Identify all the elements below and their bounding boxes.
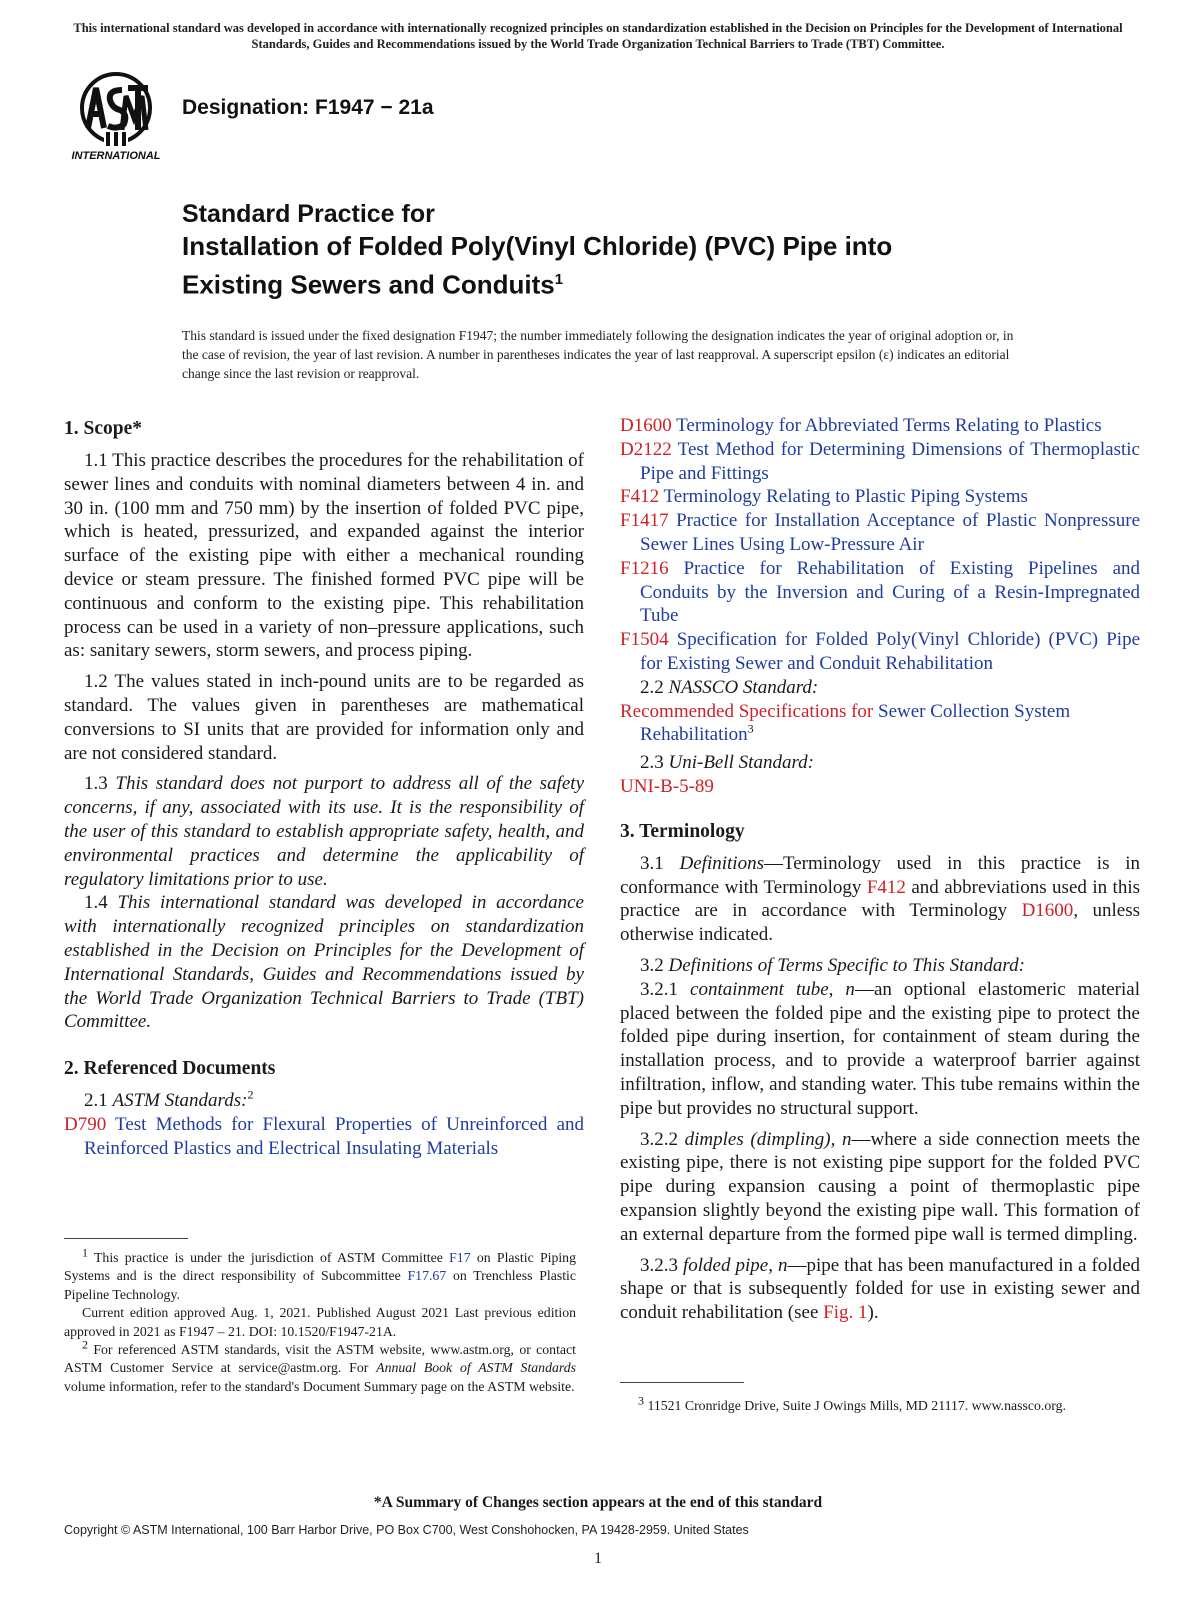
section-1-3-number: 1.3 xyxy=(84,773,108,795)
footnote-rule xyxy=(620,1382,744,1383)
footnote-3 xyxy=(620,1393,1140,1415)
section-1-4-number: 1.4 xyxy=(84,892,108,914)
footnote-rule xyxy=(64,1238,188,1239)
section-3-2-3-number: 3.2.3 xyxy=(640,1254,678,1276)
reference-code[interactable]: D2122 xyxy=(620,438,672,460)
section-2-3 xyxy=(620,751,1140,775)
reference-code[interactable]: F1216 xyxy=(620,557,669,579)
reference-code[interactable]: F1417 xyxy=(620,510,669,532)
section-3-2-1-term: containment tube, n xyxy=(690,978,855,1000)
footnote-3-text: 11521 Cronridge Drive, Suite J Owings Mills, MD 21117. www.nassco.org. xyxy=(647,1398,1066,1413)
section-3-2-2-text: —where a side connection meets the existing pipe, there is not existing pipe support for the folded PVC pipe during expansion causing a point of thermoplastic pipe expansion slightly beyond the existing pipe wall. This formation of an external departure from the formed pipe wall is termed dimpling. xyxy=(620,1128,1140,1245)
copyright: Copyright © ASTM International, 100 Barr Harbor Drive, PO Box C700, West Conshohocken, PA 19428-2959. United States xyxy=(64,1523,749,1537)
section-2-3-number: 2.3 xyxy=(640,752,664,774)
right-footnotes xyxy=(620,1382,1140,1415)
section-2-1-text: ASTM Standards: xyxy=(112,1090,248,1112)
figure-1-link[interactable]: Fig. 1 xyxy=(823,1302,868,1324)
section-2-3-text: Uni-Bell Standard: xyxy=(668,752,814,774)
reference-title[interactable]: Test Method for Determining Dimensions of Thermoplastic Pipe and Fittings xyxy=(640,438,1140,484)
title-line-1: Standard Practice for xyxy=(182,200,435,228)
footnote-1 xyxy=(64,1245,577,1304)
section-2-2 xyxy=(620,676,1140,700)
section-3-2-3-term: folded pipe, n xyxy=(683,1254,788,1276)
section-3-2-1-number: 3.2.1 xyxy=(640,978,678,1000)
section-3-1 xyxy=(620,852,1140,947)
reference-item[interactable] xyxy=(620,628,1140,676)
reference-nassco[interactable] xyxy=(620,700,1140,748)
section-3-1-text-b: and abbreviations used in this practice are in accordance with Terminology xyxy=(620,876,1140,922)
reference-title[interactable]: Practice for Installation Acceptance of Plastic Nonpressure Sewer Lines Using Low-Pressure Air xyxy=(640,510,1141,555)
reference-code[interactable]: F412 xyxy=(620,486,660,508)
reference-nassco-footnote-mark: 3 xyxy=(747,722,754,737)
title-footnote-mark: 1 xyxy=(554,271,564,288)
footnote-1-text-a: This practice is under the jurisdiction of ASTM Committee xyxy=(94,1250,443,1265)
summary-of-changes-note: *A Summary of Changes section appears at the end of this standard xyxy=(373,1494,823,1511)
reference-code[interactable]: F1504 xyxy=(620,629,669,651)
reference-title[interactable]: Practice for Rehabilitation of Existing Pipelines and Conduits by the Inversion and Curing of a Resin-Impregnated Tube xyxy=(640,557,1141,627)
section-3-2-2-number: 3.2.2 xyxy=(640,1128,678,1150)
reference-item[interactable] xyxy=(620,509,1140,557)
reference-nassco-blue[interactable]: Sewer Collection System Rehabilitation xyxy=(640,700,1071,746)
section-3-2-1-text: —an optional elastomeric material placed between the folded pipe and the existing pipe to protect the folded pipe during insertion, for containment of steam during the installation process, and to provide a waterproof barrier against infiltration, inflow, and standing water. This tube remains within the pipe but provides no structural support. xyxy=(620,978,1140,1119)
left-column xyxy=(64,416,584,1161)
section-2-1 xyxy=(64,1089,584,1113)
issued-note: This standard is issued under the fixed designation F1947; the number immediately following the designation indicates the year of original adoption or, in the case of revision, the year of last revision. A number in parentheses indicates the year of last reapproval. A superscript epsilon (ε) indicates an editorial change since the last revision or reapproval. xyxy=(182,328,1014,381)
section-2-2-text: NASSCO Standard: xyxy=(668,676,819,698)
reference-unibell[interactable]: UNI-B-5-89 xyxy=(620,775,714,797)
section-3-2-3-text-b: ). xyxy=(867,1302,879,1324)
section-1-4 xyxy=(64,891,584,1034)
reference-d790-code[interactable]: D790 xyxy=(64,1113,107,1135)
footnote-1-mark: 1 xyxy=(82,1245,88,1260)
section-1-4-text: This international standard was developed in accordance with internationally recognized principles on standardization established in the Decision on Principles for the Development of International Standards, Guides and Recommendations issued by the World Trade Organization Technical Barriers to Trade (TBT) Committee. xyxy=(64,892,584,1033)
section-3-2-number: 3.2 xyxy=(640,954,664,976)
footnote-1-text-b: on Plastic Piping Systems and is the direct responsibility of Subcommittee xyxy=(64,1250,576,1284)
footnote-1-f17-link[interactable]: F17 xyxy=(449,1250,471,1265)
section-3-2-3-text-a: —pipe that has been manufactured in a folded shape or that is subsequently folded for use in existing sewer and conduit rehabilitation (see xyxy=(620,1254,1141,1324)
reference-d790[interactable] xyxy=(64,1113,584,1161)
section-3-1-number: 3.1 xyxy=(640,852,664,874)
footnote-2-text-b: volume information, refer to the standard's Document Summary page on the ASTM website. xyxy=(64,1378,575,1394)
footnote-2 xyxy=(64,1337,577,1396)
section-3-2-1 xyxy=(620,978,1140,1121)
reference-title[interactable]: Terminology Relating to Plastic Piping Systems xyxy=(663,486,1028,508)
footnote-2-text-a: For referenced ASTM standards, visit the ASTM website, www.astm.org, or contact ASTM Customer Service at service@astm.org. For xyxy=(64,1342,576,1376)
top-notice: This international standard was developed in accordance with internationally recognized principles on standardization established in the Decision on Principles for the Development of International Standards, Guides and Recommendations issued by the World Trade Organization Technical Barriers to Trade (TBT) Committee. xyxy=(73,21,1123,51)
reference-code[interactable]: D1600 xyxy=(620,415,672,436)
section-3-1-d1600-link[interactable]: D1600 xyxy=(1021,900,1074,922)
section-1-2: 1.2 The values stated in inch-pound units are to be regarded as standard. The values given in parentheses are mathematical conversions to SI units that are provided for information only and are not considered standard. xyxy=(64,671,584,764)
title-line-2: Installation of Folded Poly(Vinyl Chloride) (PVC) Pipe into xyxy=(182,231,893,261)
section-2-1-footnote-mark: 2 xyxy=(247,1087,254,1102)
reference-item[interactable] xyxy=(620,414,1140,438)
section-3-1-f412-link[interactable]: F412 xyxy=(866,876,906,898)
title-line-3: Existing Sewers and Conduits xyxy=(182,269,555,300)
section-3-2-3 xyxy=(620,1254,1140,1325)
terminology-heading: 3. Terminology xyxy=(620,820,745,842)
section-2-2-number: 2.2 xyxy=(640,676,664,698)
reference-title[interactable]: Specification for Folded Poly(Vinyl Chloride) (PVC) Pipe for Existing Sewer and Conduit Rehabilitation xyxy=(640,629,1141,674)
footnote-2-mark: 2 xyxy=(82,1337,88,1352)
footnote-1-text-c: on Trenchless Plastic Pipeline Technology. xyxy=(64,1268,577,1302)
logo-text: INTERNATIONAL xyxy=(71,150,161,162)
astm-logo xyxy=(66,70,166,166)
section-1-3-text: This standard does not purport to address all of the safety concerns, if any, associated with its use. It is the responsibility of the user of this standard to establish appropriate safety, health, and environmental practices and determine the applicability of regulatory limitations prior to use. xyxy=(64,773,584,890)
section-3-2-text: Definitions of Terms Specific to This Standard: xyxy=(668,954,1025,976)
section-1-1: 1.1 This practice describes the procedures for the rehabilitation of sewer lines and conduits with nominal diameters between 4 in. and 30 in. (100 mm and 750 mm) by the insertion of folded PVC pipe, which is heated, pressurized, and expanded against the interior surface of the existing pipe with either a mechanical rounding device or steam pressure. The finished formed PVC pipe will be continuous and conform to the existing pipe. This rehabilitation process can be used in a variety of non–pressure applications, such as: sanitary sewers, storm sewers, and process piping. xyxy=(64,450,584,662)
footnote-3-mark: 3 xyxy=(638,1393,644,1408)
referenced-documents-heading: 2. Referenced Documents xyxy=(64,1058,276,1080)
reference-list xyxy=(620,414,1140,676)
section-3-1-italic: Definitions xyxy=(679,852,764,874)
designation: Designation: F1947 − 21a xyxy=(182,96,434,119)
left-footnotes xyxy=(64,1238,576,1396)
section-3-2 xyxy=(620,954,1140,978)
page-number: 1 xyxy=(594,1550,602,1567)
reference-nassco-red[interactable]: Recommended Specifications for xyxy=(620,700,874,722)
section-1-3 xyxy=(64,772,584,891)
footnote-1-f1767-link[interactable]: F17.67 xyxy=(407,1268,447,1284)
section-3-1-text-a: —Terminology used in this practice is in conformance with Terminology xyxy=(620,852,1140,898)
section-3-2-2 xyxy=(620,1128,1140,1247)
section-2-1-number: 2.1 xyxy=(84,1090,108,1112)
reference-item[interactable] xyxy=(620,557,1140,628)
reference-item[interactable] xyxy=(620,438,1140,486)
section-3-1-text-c: , unless otherwise indicated. xyxy=(620,900,1141,946)
document-title xyxy=(182,198,1082,302)
reference-item[interactable] xyxy=(620,485,1140,509)
right-column xyxy=(620,414,1140,1325)
footnote-1-edition: Current edition approved Aug. 1, 2021. Published August 2021 Last previous edition approved in 2021 as F1947 – 21. DOI: 10.1520/F1947-21A. xyxy=(64,1305,576,1339)
reference-title[interactable]: Terminology for Abbreviated Terms Relating to Plastics xyxy=(676,415,1102,436)
footnote-2-italic: Annual Book of ASTM Standards xyxy=(376,1360,577,1376)
section-3-2-2-term: dimples (dimpling), n xyxy=(684,1128,852,1150)
reference-d790-title[interactable]: Test Methods for Flexural Properties of Unreinforced and Reinforced Plastics and Electrical Insulating Materials xyxy=(84,1113,584,1159)
scope-heading: 1. Scope* xyxy=(64,418,142,439)
